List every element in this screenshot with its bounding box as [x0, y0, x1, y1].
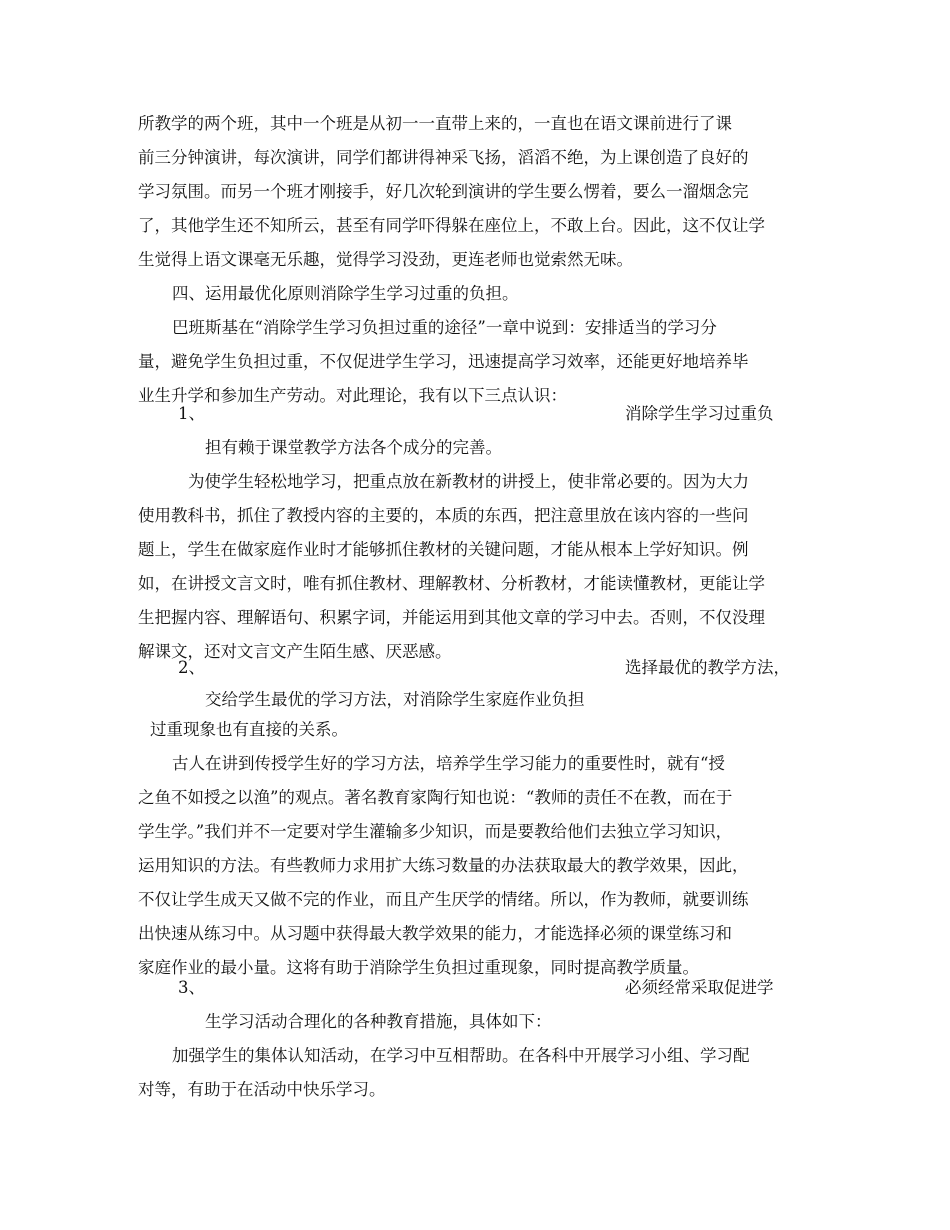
paragraph-line: 加强学生的集体认知活动，在学习中互相帮助。在各科中开展学习小组、学习配: [172, 1046, 750, 1065]
paragraph-line: 题上，学生在做家庭作业时才能够抓住教材的关键问题，才能从根本上学好知识。例: [138, 540, 749, 559]
paragraph-line: 家庭作业的最小量。这将有助于消除学生负担过重现象，同时提高教学质量。: [138, 958, 699, 977]
paragraph-line: 不仅让学生成天又做不完的作业，而且产生厌学的情绪。所以，作为教师，就要训练: [138, 890, 749, 909]
paragraph-line: 学生学。”我们并不一定要对学生灌输多少知识，而是要教给他们去独立学习知识，: [138, 822, 733, 841]
paragraph-line: 巴班斯基在“消除学生学习负担过重的途径”一章中说到：安排适当的学习分: [172, 318, 717, 337]
paragraph-line: 使用教科书，抓住了教授内容的主要的，本质的东西，把注意里放在该内容的一些问: [138, 506, 749, 525]
list-item-heading: 交给学生最优的学习方法，对消除学生家庭作业负担: [205, 690, 585, 709]
paragraph-line: 解课文，还对文言文产生陌生感、厌恶感。: [138, 642, 452, 661]
paragraph-line: 所教学的两个班，其中一个班是从初一一直带上来的，一直也在语文课前进行了课: [138, 114, 732, 133]
paragraph-line: 之鱼不如授之以渔”的观点。著名教育家陶行知也说：“教师的责任不在教，而在于: [138, 788, 733, 807]
paragraph-line: 前三分钟演讲，每次演讲，同学们都讲得神采飞扬，滔滔不绝，为上课创造了良好的: [138, 148, 749, 167]
list-item-heading: 过重现象也有直接的关系。: [150, 720, 348, 739]
paragraph-line: 运用知识的方法。有些教师力求用扩大练习数量的办法获取最大的教学效果，因此，: [138, 856, 749, 875]
list-item-heading: 生学习活动合理化的各种教育措施，具体如下：: [205, 1012, 552, 1031]
list-item-heading: 担有赖于课堂教学方法各个成分的完善。: [205, 438, 502, 457]
paragraph-line: 生把握内容、理解语句、积累字词，并能运用到其他文章的学习中去。否则，不仅没理: [138, 608, 765, 627]
paragraph-line: 量，避免学生负担过重，不仅促进学生学习，迅速提高学习效率，还能更好地培养毕: [138, 352, 749, 371]
section-heading: 四、运用最优化原则消除学生学习过重的负担。: [172, 284, 519, 303]
paragraph-line: 学习氛围。而另一个班才刚接手，好几次轮到演讲的学生要么愣着，要么一溜烟念完: [138, 182, 749, 201]
paragraph-line: 古人在讲到传授学生好的学习方法，培养学生学习能力的重要性时，就有“授: [172, 754, 725, 773]
paragraph-line: 了，其他学生还不知所云，甚至有同学吓得躲在座位上，不敢上台。因此，这不仅让学: [138, 216, 765, 235]
paragraph-line: 业生升学和参加生产劳动。对此理论，我有以下三点认识：: [138, 386, 567, 405]
paragraph-line: 出快速从练习中。从习题中获得最大教学效果的能力，才能选择必须的课堂练习和: [138, 924, 732, 943]
list-number: 3、: [178, 978, 205, 997]
list-item-heading: 必须经常采取促进学: [625, 978, 774, 997]
paragraph-line: 对等，有助于在活动中快乐学习。: [138, 1080, 386, 1099]
list-item-heading: 选择最优的教学方法，: [625, 658, 790, 677]
list-item-heading: 消除学生学习过重负: [625, 404, 774, 423]
paragraph-line: 如，在讲授文言文时，唯有抓住教材、理解教材、分析教材，才能读懂教材，更能让学: [138, 574, 765, 593]
paragraph-line: 生觉得上语文课毫无乐趣，觉得学习没劲，更连老师也觉索然无味。: [138, 250, 633, 269]
list-number: 2、: [178, 658, 205, 677]
list-number: 1、: [178, 404, 205, 423]
paragraph-line: 为使学生轻松地学习，把重点放在新教材的讲授上，使非常必要的。因为大力: [188, 472, 749, 491]
